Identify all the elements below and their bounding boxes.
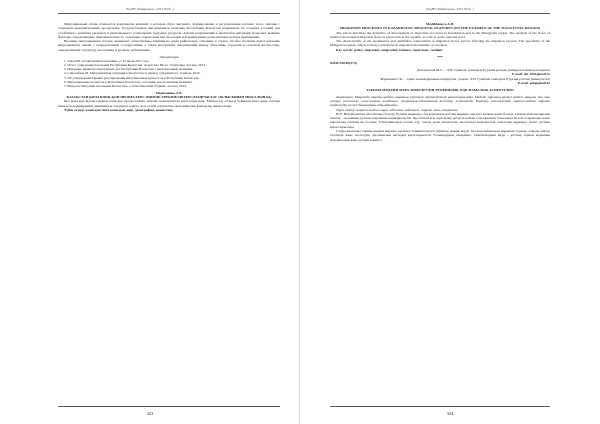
udc-code: ӘОЖ 930.85(574) bbox=[330, 61, 357, 66]
reference-item: 3. Интервью министра внутренних дел Республики Казахстан о миграционной политике. bbox=[64, 67, 193, 72]
reference-item: 1. Закон РК «О миграции населения» от 22 июля 2011 года. bbox=[64, 58, 150, 63]
reference-list bbox=[58, 59, 280, 88]
author-email-1: E-mail: dm-1991@mail.ru bbox=[511, 72, 550, 77]
reference-item: 5. Об утверждении Правил регулирования миграционных процессов в Республике Казахстан. bbox=[64, 75, 200, 80]
section-separator: *** bbox=[437, 54, 443, 59]
body-paragraph: Н.Ә. Назарбаевтың «Болашаққа бағдар: Рухани жаңғыру» бағдарламасы ұлттық мұраны сақтауға ерекше көңіл бөледі. Тарихи-мәдени мұраны зерттеу – қоғамның рухани дамуының маңызды бөлігі. Бұл бағыттағы зерттеулер әртүрлі ғылым салаларының тоғысында жүзеге асырылады және пәнаралық сипатқа ие болады. Ескерткіштерді есепке алу, сақтау және насихаттау мәселелері мемлекеттік саясаттың құрамдас бөлігі ретінде қарастырылады. bbox=[330, 111, 550, 129]
kz-keywords: Түйін сөздер: көші-қон, ішкі көші-қон, өңір, демография, қоныстану. bbox=[64, 107, 174, 112]
reference-item: 2. Отчет о миграции населения Республики Казахстан. Агентство РК по статистике. Астана, 2013. bbox=[64, 63, 206, 68]
author-affiliation-1: Дәлеткулова М.С. – Л.Н. Гумилев атындағы Еуразия ұлттық университетінің доктоpанты bbox=[416, 68, 550, 73]
references-title: Литература bbox=[159, 54, 179, 59]
kz-author: Медиханова А.Б. bbox=[155, 90, 183, 95]
keywords: Тірек сөздер: тарихи-мәдени мұра, әдіснама, мәдениет, тарихи сана, ескерткіш. bbox=[336, 107, 459, 112]
author-affiliation-2: Жұмашева Г.К. – тарих ғылымдарының кандидаты, доцент, Л.Н. Гумилев атындағы Еуразия ұлттық университеті bbox=[380, 76, 550, 81]
header-rule-left bbox=[58, 13, 280, 14]
footer-rule-left bbox=[58, 406, 280, 407]
intro-paragraph-2: Внешние миграционные потоки оказывают существенное влияние на демографическую ситуацию в стране. Особое значение имеет изучение миграционных связей с сопредельными государствами, а также внутренних перемещений между областями, городами и сельской местностью, определяющих структуру расселения и уровень урбанизации. bbox=[58, 39, 280, 52]
intro-paragraph: Миграционный облик отличается комплексом явлений, в котором образ мигранта, формирование и регулирование потоков тесно связаны с социально-экономическими процессами. Государственная миграционная политика Республики Казахстан направлена на создание условий для устойчивого развития регионов и рационального размещения трудовых ресурсов. Анализ направлений и масштабов миграции позволяет выявить факторы, определяющие привлекательность отдельных территорий для населения и формирующие региональные центры притяжения. bbox=[58, 22, 280, 39]
reference-item: 7. Вопросы миграции населения Казахстана. Статистический сборник. Астана, 2014. bbox=[64, 84, 187, 89]
page-number-right: 324 bbox=[446, 411, 454, 416]
reference-item: 4. Сейсенбаев М. Миграционная ситуация в Казахстане в период суверенитета. Алматы, 2010. bbox=[64, 71, 201, 76]
page-number-left: 323 bbox=[146, 411, 154, 416]
article-title: ТАРИХИ-МӘДЕНИ МҰРА ЗЕРДЕЛЕУДІҢ ТЕОРИЯЛЫҚ-ӘДІСНАМАЛЫҚ АСПЕКТІЛЕРІ bbox=[366, 87, 514, 92]
kz-title: ҚАЗАҚСТАНДАҒЫ КӨШІ-ҚОН ПРОЦЕСТЕРІ: ӨҢІРЛІК ЕРЕКШЕЛІКТЕРІ (МАҢҒЫСТАУ ОБЛЫСЫНЫҢ МЫСАЛЫНДА) bbox=[66, 95, 272, 100]
en-abstract-2: The characteristic of the quantitative and qualitative composition of migration flows, factors affecting the migration process. The specificity of the Mangystau region, which actively participates in migration movements, is revealed. bbox=[330, 39, 550, 48]
body-paragraph-2: Соңғы жылдары тарихи-мәдени мұраны зерделеу бойынша іргелі еңбектер жарық көрді. Аталған еңбектерде мұраның түрлері, оларды жіктеу тәсілдері және зерттеудің әдіснамалық негіздері қарастырылған. Ғалымдардың пікірінше, тарихи-мәдени мұра – ұлттың тарихи жадының материалдық және рухани көрінісі. bbox=[330, 129, 550, 142]
en-author: Medikhanova A.B. bbox=[426, 22, 454, 26]
en-title: MIGRATION PROCESSES IN KAZAKHSTAN: REGIONAL FEATURES (ON THE EXAMPLE OF THE MANGYSTAU REGION) bbox=[339, 26, 541, 31]
footer-rule-right bbox=[330, 406, 550, 407]
annotation: Аннотация. Мақалада тарихи-мәдени мұраның зерттелу ерекшеліктері қарастырылады. Мәдени мұраның қазіргі кездегі маңызы мен оны сақтау мәселелері жан-жақты талданып, теориялық-әдіснамалық тәсілдер жүйеленеді. Зерттеу нәтижесінде тарихи-мәдени мұраны зерделеудің негізгі бағыттары айқындалады. bbox=[330, 94, 550, 108]
reference-item: 6. Миграционные процессы в Республике Казахстан: состояние и перспективы развития. bbox=[64, 79, 193, 84]
kz-abstract: Бұл мақалада Қазақстандағы көші-қон процестерінің өңірлік ерекшеліктері қарастырылады. Маңғыстау облысы бойынша ішкі және сыртқы көші-қон ағындарының динамикасы талданып, оларға әсер ететін әлеуметтік-экономикалық факторлар анықталады. bbox=[58, 99, 280, 108]
author-email-2: E-mail: gkk@gmail.kz bbox=[517, 81, 550, 86]
en-abstract: The article describes the dynamics of development of migration processes in Kazakhstan and in the Mangystau region. The analysis of the flows of internal and external migration flows is given both at the republic as well as at the regional level. bbox=[330, 30, 550, 39]
running-header-right: КазНУ Хабаршысы. 2015 No3(..) bbox=[426, 7, 474, 11]
en-keywords: Key words: policy, migration, emigration, balance, repatriates, resident. bbox=[336, 47, 444, 52]
right-page bbox=[300, 0, 600, 424]
running-header-left: КазНУ Хабаршысы. 2015 No3(..) bbox=[126, 7, 174, 11]
header-rule-right bbox=[330, 13, 550, 14]
